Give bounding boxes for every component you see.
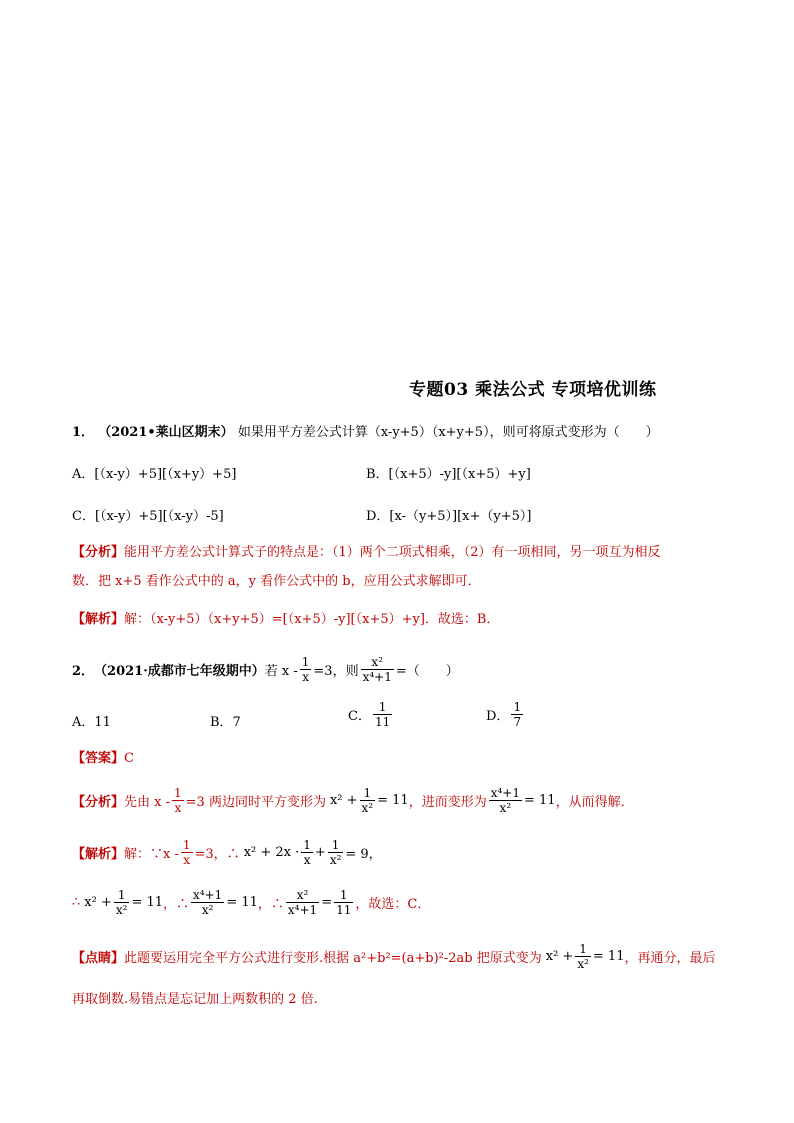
fraction-1-over-7: $\frac{1}{7}$	[513, 700, 522, 729]
solution-text: 解：（x-y+5）（x+y+5）=[（x+5）-y][（x+5）+y]．故选：B．	[124, 612, 500, 627]
analysis-tag: 【分析】	[72, 795, 125, 810]
q2-solution-line2: ∴ x² + $\frac{1}{\text{x²}}$ = 11 ，∴ $\frac{\text{x⁴+1}}{\text{x²}}$ = 11 ，∴ $\frac{\text{x²}}{\text{x⁴+1}}$ = $\frac{1}{11}$ ，故选：C．	[72, 888, 431, 917]
option-d: D．[x-（y+5）][x+（y+5）]	[366, 509, 532, 524]
fraction-1-over-x2: $\frac{1}{\text{x²}}$	[577, 942, 589, 971]
fraction-1-over-x: $\frac{1}{x}$	[174, 786, 182, 815]
q2-option-c: C． $\frac{1}{11}$	[348, 700, 391, 729]
fraction-1-over-x: $\frac{1}{x}$	[303, 838, 311, 867]
question-2	[72, 655, 459, 684]
question-number: 1．	[72, 425, 95, 440]
question-source: （2021·成都市七年级期中）	[94, 664, 265, 679]
question-1	[72, 421, 659, 440]
analysis-tag: 【分析】	[72, 545, 125, 560]
q2-option-d: D． $\frac{1}{7}$	[486, 700, 522, 729]
fraction-x4-plus-1-over-x2: $\frac{\text{x⁴+1}}{\text{x²}}$	[193, 888, 223, 917]
q1-analysis-line2: 数．把 x+5 看作公式中的 a，y 看作公式中的 b，应用公式求解即可．	[72, 574, 481, 589]
q2-answer	[72, 747, 134, 766]
point-tag: 【点睛】	[72, 951, 125, 966]
q2-option-b: B．7	[210, 715, 241, 730]
answer-tag: 【答案】	[72, 751, 125, 766]
question-stem: 如果用平方差公式计算（x-y+5）（x+y+5），则可将原式变形为（ ）	[237, 425, 659, 440]
page-title: 专题03 乘法公式 专项培优训练	[409, 380, 657, 400]
fraction-x2-over-x4-plus-1: $\frac{\text{x²}}{\text{x⁴+1}}$	[287, 888, 318, 917]
fraction-1-over-x: $\frac{1}{x}$	[301, 655, 310, 684]
fraction-1-over-x: $\frac{1}{x}$	[182, 838, 191, 867]
stem-pre: 若 x -	[264, 664, 298, 679]
q2-solution: 【解析】 解：∵x - $\frac{1}{x}$ =3，∴ x² + 2x · $\frac{1}{x}$ + $\frac{1}{\text{x²}}$ = 9，	[72, 838, 382, 867]
stem-mid: =3，则	[313, 664, 359, 679]
option-a: A．[（x-y）+5][（x+y）+5]	[72, 467, 237, 482]
question-number: 2．	[72, 664, 95, 679]
fraction-1-over-11: $\frac{1}{11}$	[336, 888, 352, 917]
solution-tag: 【解析】	[72, 612, 125, 627]
option-b: B．[（x+5）-y][（x+5）+y]	[366, 467, 531, 482]
q2-point-line2: 再取倒数.易错点是忘记加上两数积的 2 倍.	[72, 992, 318, 1007]
q2-option-a: A．11	[72, 715, 111, 730]
question-source: （2021•莱山区期末）	[98, 425, 234, 440]
answer-text: C	[124, 751, 134, 766]
q2-point: 【点睛】 此题要运用完全平方公式进行变形.根据 a²+b²=(a+b)²-2ab 把原式变为 x² + $\frac{1}{\text{x²}}$ = 11 ，再通分，最后	[72, 942, 716, 971]
fraction-1-over-x2: $\frac{1}{\text{x²}}$	[115, 888, 128, 917]
q2-analysis: 【分析】 先由 x - $\frac{1}{x}$ =3 两边同时平方变形为 x² + $\frac{1}{\text{x²}}$ = 11 ，进而变形为 $\frac{\text{x⁴+1}}{\text{x²}}$ = 11 ，从而得解．	[72, 786, 634, 815]
solution-tag: 【解析】	[72, 847, 125, 862]
stem-post: =（ ）	[395, 664, 459, 679]
fraction-main: $\frac{\text{x²}}{\text{x⁴+1}}$	[362, 655, 392, 684]
fraction-1-over-x2: $\frac{1}{\text{x²}}$	[361, 786, 374, 815]
analysis-text: 能用平方差公式计算式子的特点是：（1）两个二项式相乘，（2）有一项相同，另一项互为相反	[124, 545, 661, 560]
q1-analysis	[72, 541, 661, 560]
q1-solution	[72, 608, 499, 627]
option-c: C．[（x-y）+5][（x-y）-5]	[72, 509, 224, 524]
fraction-x4-plus-1-over-x2: $\frac{\text{x⁴+1}}{\text{x²}}$	[490, 786, 520, 815]
fraction-1-over-11: $\frac{1}{11}$	[374, 700, 391, 729]
fraction-1-over-x2: $\frac{1}{\text{x²}}$	[329, 838, 342, 867]
